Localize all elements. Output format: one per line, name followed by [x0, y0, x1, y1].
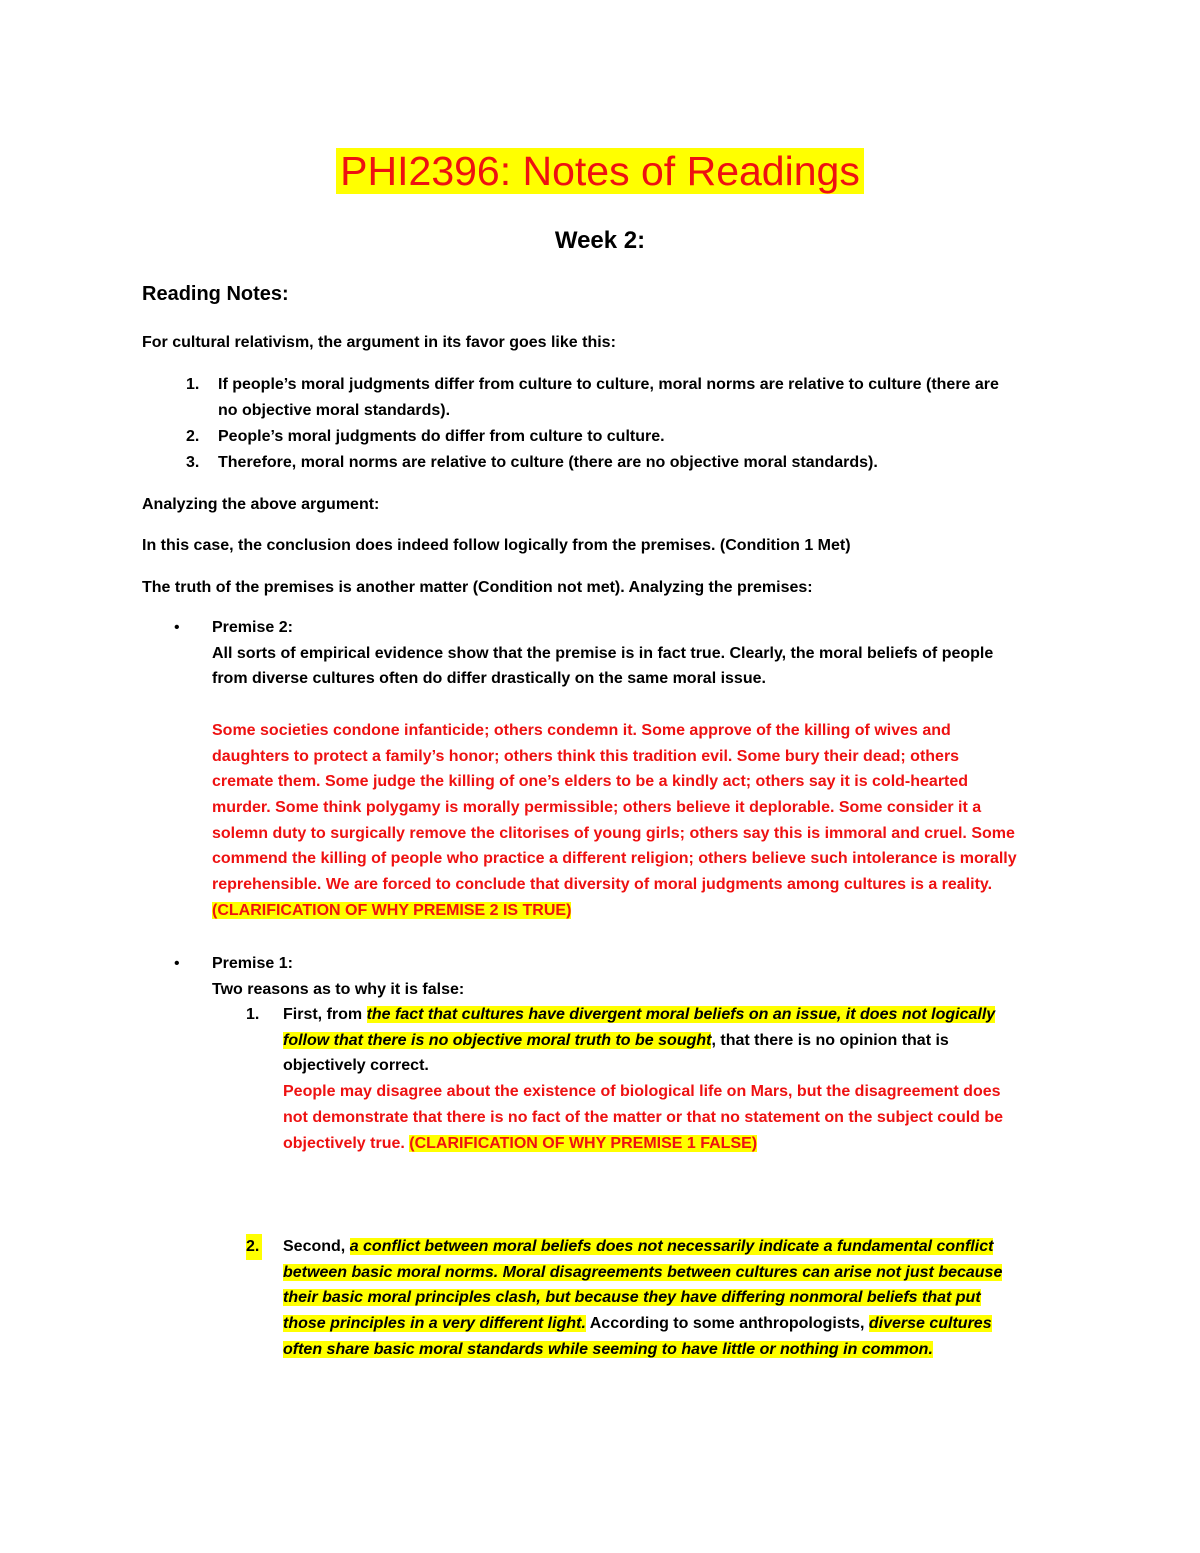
premise-2-example-3: cremate them. Some judge the killing of one’s elders to be a kindly act; others say it is cold-hearted — [212, 773, 969, 791]
bullet-icon: • — [174, 619, 180, 636]
reason-2-highlight-1: a conflict between moral beliefs does not necessarily indicate a fundamental conflict — [349, 1238, 994, 1255]
intro-paragraph: For cultural relativism, the argument in its favor goes like this: — [142, 334, 616, 351]
reason-2-highlight-4: those principles in a very different light. — [283, 1315, 586, 1333]
premise-2-example-2: daughters to protect a family’s honor; others think this tradition evil. Some bury their dead; others — [212, 747, 960, 765]
reason-1-example-1: People may disagree about the existence of biological life on Mars, but the disagreement does — [283, 1083, 1001, 1101]
reason-2-line-3: their basic moral principles clash, but because they have differing nonmoral beliefs that put — [283, 1289, 981, 1307]
argument-1-line-1: If people’s moral judgments differ from culture to culture, moral norms are relative to culture (there are — [218, 376, 999, 393]
premise-2-example-5: solemn duty to surgically remove the clitorises of young girls; others say this is immoral and cruel. Some — [212, 824, 1015, 842]
reason-2-highlight-5: diverse cultures — [868, 1315, 992, 1333]
document-title — [0, 142, 1200, 200]
premise-2-example-1: Some societies condone infanticide; others condemn it. Some approve of the killing of wives and — [212, 721, 951, 739]
reason-1-continuation: , that there is no opinion that is — [711, 1031, 949, 1049]
reason-2-anthropologists: According to some anthropologists, — [585, 1315, 869, 1333]
condition-2-paragraph: The truth of the premises is another matter (Condition not met). Analyzing the premises: — [142, 579, 813, 596]
reason-2-line-5: often share basic moral standards while seeming to have little or nothing in common. — [283, 1340, 933, 1358]
reason-2-block — [283, 1234, 1002, 1363]
document-title-text: PHI2396: Notes of Readings — [336, 148, 864, 194]
bullet-icon: • — [174, 955, 180, 972]
reason-1-intro: First, from — [283, 1006, 367, 1023]
reason-1-highlight-2: follow that there is no objective moral truth to be sought — [283, 1031, 712, 1049]
reason-1-example-2: not demonstrate that there is no fact of the matter or that no statement on the subject could be — [283, 1108, 1004, 1126]
premise-1-label: Premise 1: — [212, 955, 293, 972]
premise-2-example-4: murder. Some think polygamy is morally permissible; others believe it deplorable. Some consider it a — [212, 798, 982, 816]
argument-2-number: 2. — [186, 428, 200, 445]
argument-3-number: 3. — [186, 454, 200, 471]
premise-1-subtitle: Two reasons as to why it is false: — [212, 980, 465, 998]
reason-2-intro: Second, — [283, 1238, 350, 1255]
section-heading: Reading Notes: — [142, 283, 289, 305]
premise-2-example-6: commend the killing of people who practice a different religion; others believe such intolerance is morally — [212, 850, 1017, 868]
premise-2-line-2: from diverse cultures often do differ drastically on the same moral issue. — [212, 670, 766, 688]
reason-1-number: 1. — [246, 1006, 260, 1023]
premise-2-example-7: reprehensible. We are forced to conclude that diversity of moral judgments among cultures is a reality. — [212, 876, 993, 894]
reason-2-number: 2. — [246, 1234, 262, 1260]
argument-1-line-2: no objective moral standards). — [218, 402, 451, 419]
reason-1-highlight-1: the fact that cultures have divergent moral beliefs on an issue, it does not logically — [366, 1006, 996, 1023]
reason-1-clarification: (CLARIFICATION OF WHY PREMISE 1 FALSE) — [409, 1134, 758, 1152]
premise-2-clarification: (CLARIFICATION OF WHY PREMISE 2 IS TRUE) — [212, 901, 572, 919]
reason-2-line-2: between basic moral norms. Moral disagreements between cultures can arise not just because — [283, 1263, 1003, 1281]
premise-2-label: Premise 2: — [212, 619, 293, 636]
argument-2: People’s moral judgments do differ from culture to culture. — [218, 428, 665, 445]
premise-2-line-1: All sorts of empirical evidence show that the premise is in fact true. Clearly, the moral beliefs of people — [212, 644, 994, 662]
argument-3: Therefore, moral norms are relative to culture (there are no objective moral standards). — [218, 454, 878, 471]
condition-1-paragraph: In this case, the conclusion does indeed follow logically from the premises. (Condition 1 Met) — [142, 537, 851, 554]
reason-1-line-3: objectively correct. — [283, 1057, 429, 1075]
reason-1-example-3: objectively true. — [283, 1134, 410, 1152]
argument-1 — [218, 372, 999, 424]
premise-2-block — [212, 615, 1017, 923]
analyzing-heading: Analyzing the above argument: — [142, 496, 380, 513]
blank-line — [212, 692, 1017, 718]
argument-1-number: 1. — [186, 376, 200, 393]
week-heading: Week 2: — [554, 227, 646, 254]
premise-1-block — [212, 951, 464, 1002]
reason-1-block — [283, 1002, 1003, 1156]
